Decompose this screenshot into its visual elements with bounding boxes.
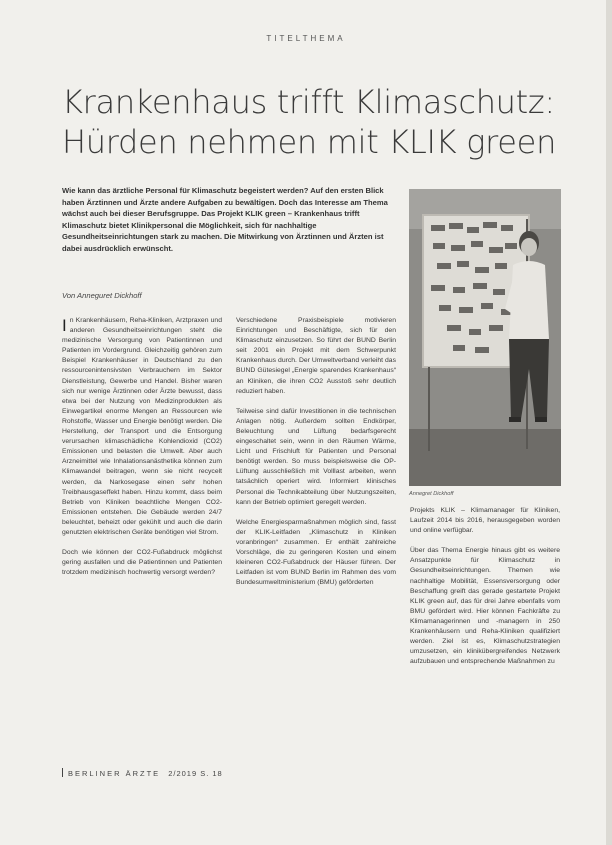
column-2-paragraph-3: Welche Energiesparmaßnahmen möglich sind, fasst der KLIK-Leitfaden „Klimaschutz in Kliniken voranbringen“ zusammen. Er enthält zahlreiche Vorschläge, die zu geringeren Kosten und einem kleineren CO2-Fußabdruck der Häuser führen. Der Leitfaden ist vom BUND Berlin im Rahmen des vom Bundesumweltministerium (BMU) geförderten	[236, 518, 396, 587]
photo-caption: Annegret Dickhoff	[409, 491, 454, 497]
column-2-paragraph-1: Verschiedene Praxisbeispiele motivieren Einrichtungen und Beschäftigte, sich für den Klimaschutz einzusetzen. So führt der BUND Berlin seit 2001 ein Projekt mit dem Schwerpunkt Krankenhaus durch. Der Umweltverband verleiht das BUND Gütesiegel „Energie sparendes Krankenhaus“ an Kliniken, die ihren CO2 Ausstoß sehr deutlich reduziert haben.	[236, 317, 396, 395]
magazine-name: BERLINER ÄRZTE	[68, 769, 161, 778]
article-column-2	[236, 316, 396, 736]
article-column-3	[410, 506, 560, 732]
author-photo	[409, 189, 561, 486]
photo-illustration	[409, 189, 561, 486]
article-column-1	[62, 316, 222, 726]
section-rubric: TITELTHEMA	[266, 34, 346, 43]
author-byline: Von Anneguret Dickhoff	[62, 291, 142, 300]
page-edge-shadow	[606, 0, 612, 845]
drop-cap: I	[62, 316, 67, 335]
headline-line-2: Hürden nehmen mit KLIK green	[62, 123, 557, 161]
headline-line-1: Krankenhaus trifft Klimaschutz:	[62, 83, 555, 121]
issue-number: 2/2019 S. 18	[168, 769, 223, 778]
article-headline	[62, 82, 582, 162]
page-footer	[62, 768, 223, 778]
column-3-paragraph-2: Über das Thema Energie hinaus gibt es weitere Ansatzpunkte für Klimaschutz in Gesundheitseinrichtungen. Themen wie nachhaltige Mobilität, Essensversorgung oder Beschaffung greift das gerade gestartete Projekt KLIK green auf, das für drei Jahre ebenfalls vom BMU gefördert wird. Hier können Fachkräfte zu Klimamanagerinnen und -managern in 250 Krankenhäusern und Reha-Kliniken qualifiziert werden. Ziel ist es, Klimaschutzstrategien umzusetzen, ein klinikübergreifendes Netzwerk aufzubauen und entsprechende Maßnahmen zu	[410, 547, 560, 666]
column-1-paragraph-1-text: n Krankenhäusern, Reha-Kliniken, Arztpraxen und anderen Gesundheitseinrichtungen steht die medizinische Versorgung von Patientinnen und Patienten im Vordergrund. Gleichzeitig gehören zum Beispiel Krankenhäuser in Deutschland zu den ressourcenintensivsten Verbrauchern im Sektor Dienstleistung, Gewerbe und Handel. Bisher waren sich nur wenige Ärztinnen oder Ärzte bewusst, dass etwa bei der Nutzung von Medizinprodukten als Einwegartikel enorme Mengen an Ressourcen wie Rohstoffe, Wasser und Energie benötigt werden. Die Herstellung, der Transport und die Entsorgung verursachen klimaschädliche Kohlendioxid (CO2) Emissionen und belasten die Umwelt. Aber auch Arzneimittel wie Inhalationsanästhetika können zum Klimawandel beitragen, wenn sie nicht recycelt werden, da Narkosegase einen sehr hohen Treibhausgaseffekt haben. Hinzu kommt, dass beim Betrieb von Kliniken beachtliche Mengen CO2-Emissionen entstehen. Die Gebäude werden 24/7 beleuchtet, beheizt oder gekühlt und auch die darin genutzten elektrischen Geräte benötigen viel Strom.	[62, 317, 222, 536]
article-lead: Wie kann das ärztliche Personal für Klimaschutz begeistert werden? Auf den ersten Blick haben Ärztinnen und Ärzte andere Aufgaben zu bewältigen. Doch das Interesse am Thema wächst auch bei dieser Berufsgruppe. Das Projekt KLIK green – Krankenhaus trifft Klimaschutz bietet Klinikpersonal die Möglichkeit, sich für nachhaltige Gesundheitseinrichtungen stark zu machen. Die Mitwirkung von Ärztinnen und Ärzten ist dabei ausdrücklich erwünscht.	[62, 186, 388, 253]
column-1-paragraph-2: Doch wie können der CO2-Fußabdruck möglichst gering ausfallen und die Patientinnen und Patienten trotzdem medizinisch hochwertig versorgt werden?	[62, 549, 222, 577]
footer-divider	[62, 768, 63, 777]
column-1-paragraph-1	[62, 316, 222, 538]
column-3-paragraph-1: Projekts KLIK – Klimamanager für Kliniken, Laufzeit 2014 bis 2016, herausgegeben worden und online verfügbar.	[410, 507, 560, 535]
column-2-paragraph-2: Teilweise sind dafür Investitionen in die technischen Anlagen nötig. Außerdem sollten Endkörper, Beleuchtung und Lüftung bedarfsgerecht eingeschaltet sein, wenn in den Räumen Wärme, Licht und Frischluft für Patienten und Personal benötigt werden. So muss beispielsweise die OP-Lüftung ausschließlich mit Volllast arbeiten, wenn tatsächlich operiert wird. Informiert klinisches Personal die Technikabteilung über Nutzungszeiten, kann der Betrieb optimiert geregelt werden.	[236, 407, 396, 506]
